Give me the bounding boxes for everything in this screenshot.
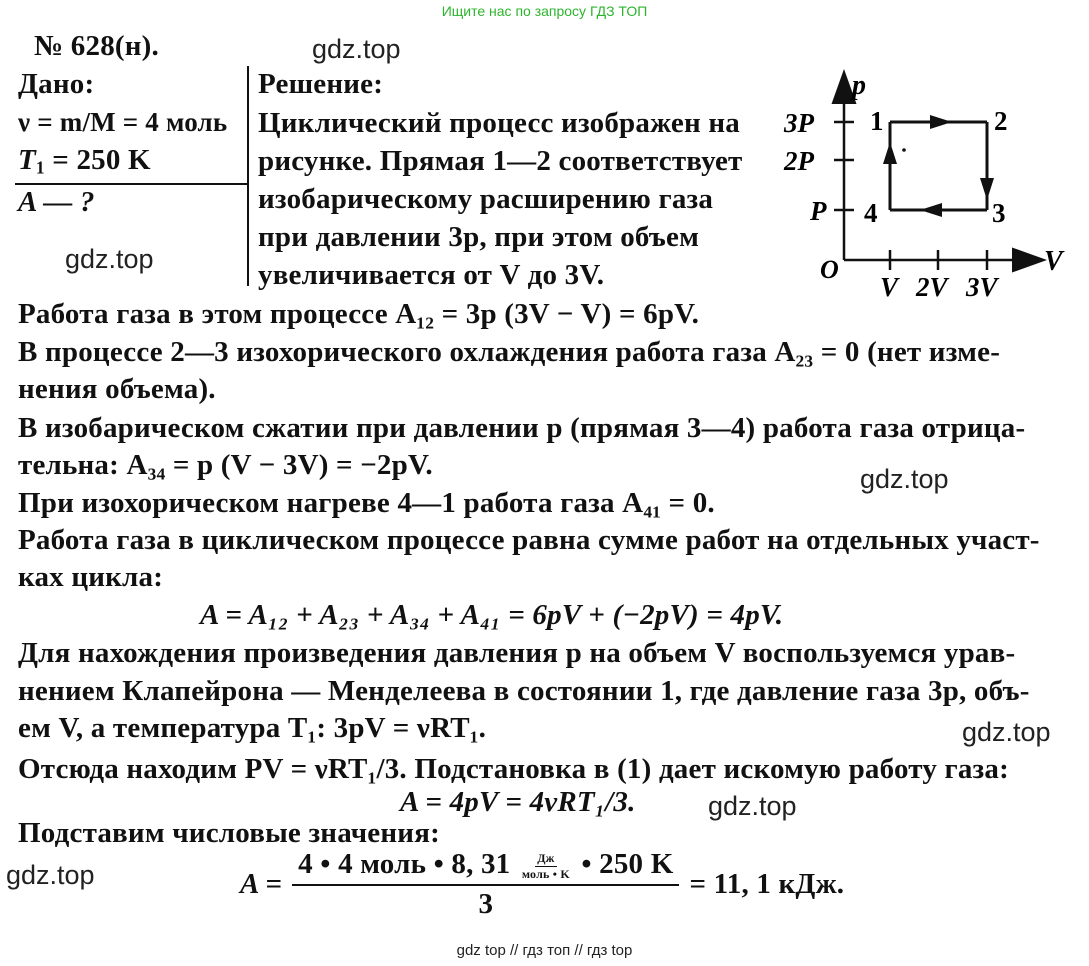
final-fraction [292,848,679,921]
body-line: В изобарическом сжатии при давлении p (прямая 3—4) работа газа отрица- [18,412,1026,444]
watermark: gdz.top [312,34,401,64]
watermark: gdz.top [708,791,797,821]
unit-fraction: Дж моль • K [521,850,570,881]
x-tick-label: 3V [966,272,998,302]
final-lhs: A = [240,867,283,900]
p-axis-label: p [852,70,866,101]
body-equation: A = 4pV = 4νRT₁/3. [400,786,636,818]
body-line: Работа газа в циклическом процессе равна сумме работ на отдельных участ- [18,524,1040,556]
watermark: gdz.top [65,244,154,274]
given-find: A — ? [18,186,95,218]
search-banner[interactable]: Ищите нас по запросу ГДЗ ТОП [441,3,648,19]
given-temperature: $T_1 = 250$ K [18,144,151,178]
body-line: тельна: A₃₄ = p (V − 3V) = −2pV. [18,449,433,481]
given-moles: ν = m/M = 4 моль [18,107,228,137]
intro-line: изобарическому расширению газа [258,183,714,215]
footer: gdz top // гдз топ // гдз top [456,942,633,959]
intro-line: Циклический процесс изображен на [258,107,740,139]
intro-line: увеличивается от V до 3V. [258,259,605,291]
origin-label: O [820,255,839,284]
x-tick-label: V [880,272,899,302]
x-tick-label: 2V [916,272,948,302]
body-line: Подставим числовые значения: [18,817,440,849]
body-line: нения объема). [18,373,216,405]
watermark: gdz.top [962,717,1051,747]
point-label: 4 [864,198,878,228]
body-line: При изохорическом нагреве 4—1 работа газа A₄₁ = 0. [18,487,715,519]
final-formula [240,848,844,921]
body-equation: A = A₁₂ + A₂₃ + A₃₄ + A₄₁ = 6pV + (−2pV) = 4pV. [200,599,784,631]
final-denominator: 3 [478,887,494,920]
intro-line: при давлении 3p, при этом объем [258,221,700,253]
pv-diagram [780,60,1080,306]
body-line: Для нахождения произведения давления p на объем V воспользуемся урав- [18,637,1016,669]
body-line: нением Клапейрона — Менделеева в состоянии 1, где давление газа 3p, объ- [18,675,1030,707]
point-label: 1 [870,106,884,136]
point-label: 3 [992,198,1006,228]
body-line: ем V, а температура T₁: 3pV = νRT₁. [18,712,487,744]
problem-number: № 628(н). [34,30,159,62]
y-tick-label: 3P [784,108,814,138]
given-divider-horizontal [15,183,249,185]
given-divider-vertical [247,66,249,286]
final-result: = 11, 1 кДж. [689,867,845,900]
y-tick-label: P [810,196,827,226]
watermark: gdz.top [6,860,95,890]
body-line: ках цикла: [18,561,164,593]
final-numerator: 4 • 4 моль • 8, 31 Дж моль • K • 250 K [292,848,679,886]
body-line: Отсюда находим PV = νRT₁/3. Подстановка в (1) дает искомую работу газа: [18,753,1009,785]
body-line: Работа газа в этом процессе A₁₂ = 3p (3V − V) = 6pV. [18,298,700,330]
intro-line: рисунке. Прямая 1—2 соответствует [258,145,743,177]
given-header: Дано: [18,68,95,100]
point-label: 2 [994,106,1008,136]
watermark: gdz.top [860,464,949,494]
solution-header: Решение: [258,68,384,100]
v-axis-label: V [1044,246,1063,277]
y-tick-label: 2P [784,146,814,176]
body-line: В процессе 2—3 изохорического охлаждения работа газа A₂₃ = 0 (нет изме- [18,336,1001,368]
